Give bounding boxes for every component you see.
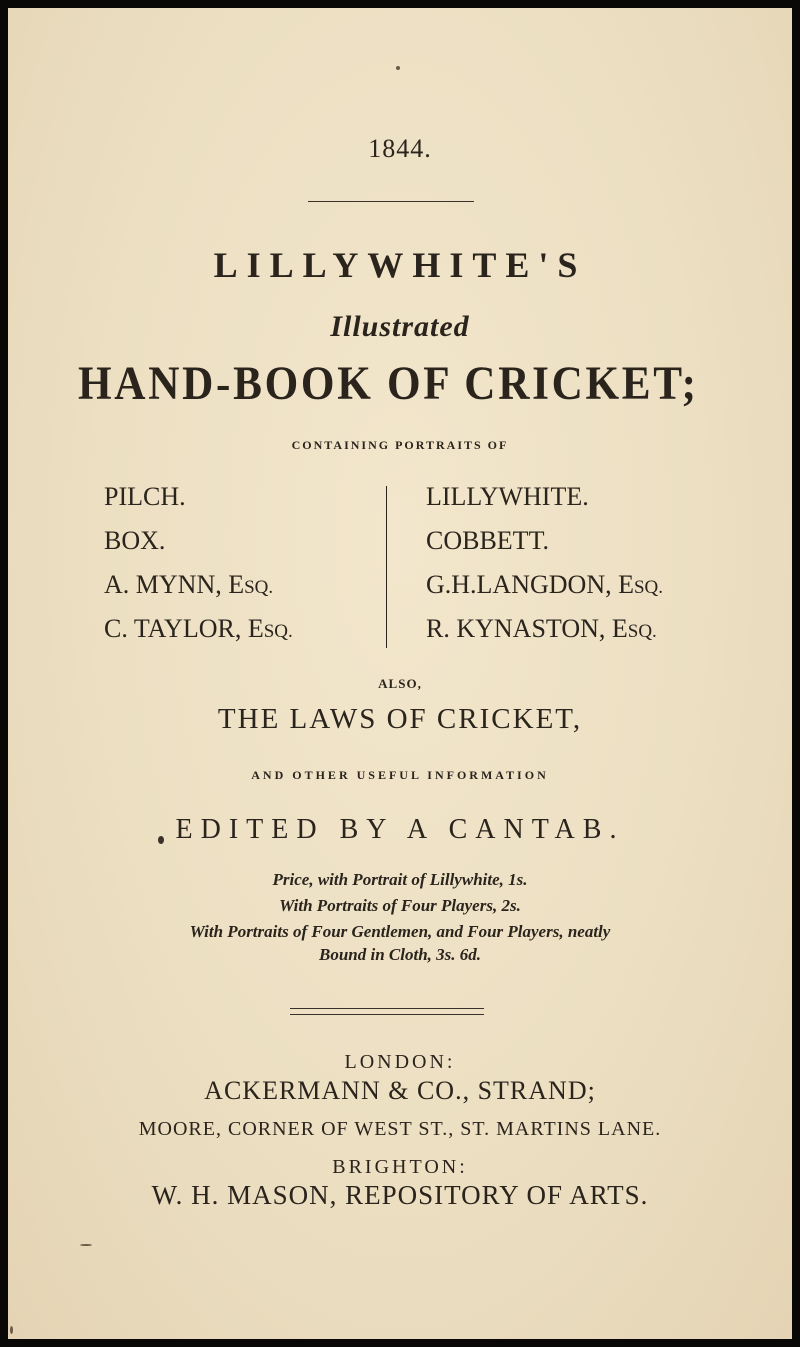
divider-rule: [308, 201, 474, 202]
publication-year: 1844.: [368, 134, 432, 163]
london-label: LONDON:: [344, 1051, 456, 1073]
also-label: ALSO,: [378, 676, 422, 691]
book-title: LILLYWHITE'S: [213, 245, 587, 285]
double-rule-top: [290, 1008, 484, 1009]
portrait-left-2: BOX.: [104, 526, 166, 555]
price-line-3: With Portraits of Four Gentlemen, and Four Players, neatly: [189, 922, 611, 941]
publisher-line-1: ACKERMANN & CO., STRAND;: [204, 1076, 596, 1105]
publisher-line-3: W. H. MASON, REPOSITORY OF ARTS.: [151, 1180, 649, 1210]
ink-speck: [80, 1244, 92, 1246]
containing-label: CONTAINING PORTRAITS OF: [291, 438, 509, 452]
title-page: [8, 8, 792, 1339]
other-info: AND OTHER USEFUL INFORMATION: [251, 768, 549, 782]
ink-speck: [396, 66, 400, 70]
price-line-2: With Portraits of Four Players, 2s.: [279, 896, 521, 915]
price-line-4: Bound in Cloth, 3s. 6d.: [318, 945, 482, 964]
laws-heading: THE LAWS OF CRICKET,: [217, 703, 583, 735]
portrait-left-3: A. MYNN, ESQ.: [104, 570, 274, 599]
ink-speck: [10, 1326, 13, 1334]
column-divider: [386, 486, 387, 648]
portrait-right-4: R. KYNASTON, ESQ.: [426, 614, 657, 643]
price-line-1: Price, with Portrait of Lillywhite, 1s.: [272, 870, 528, 889]
portrait-right-1: LILLYWHITE.: [426, 482, 589, 511]
brighton-label: BRIGHTON:: [332, 1156, 468, 1178]
portrait-right-3: G.H.LANGDON, ESQ.: [426, 570, 664, 599]
portrait-left-4: C. TAYLOR, ESQ.: [104, 614, 293, 643]
publisher-line-2: MOORE, CORNER OF WEST ST., ST. MARTINS LANE.: [138, 1118, 662, 1140]
book-subtitle: Illustrated: [330, 310, 470, 343]
double-rule-bottom: [290, 1014, 484, 1015]
portrait-left-1: PILCH.: [104, 482, 186, 511]
main-title: HAND-BOOK OF CRICKET;: [78, 357, 699, 410]
portrait-right-2: COBBETT.: [426, 526, 550, 555]
editor-line: EDITED BY A CANTAB.: [175, 814, 625, 845]
